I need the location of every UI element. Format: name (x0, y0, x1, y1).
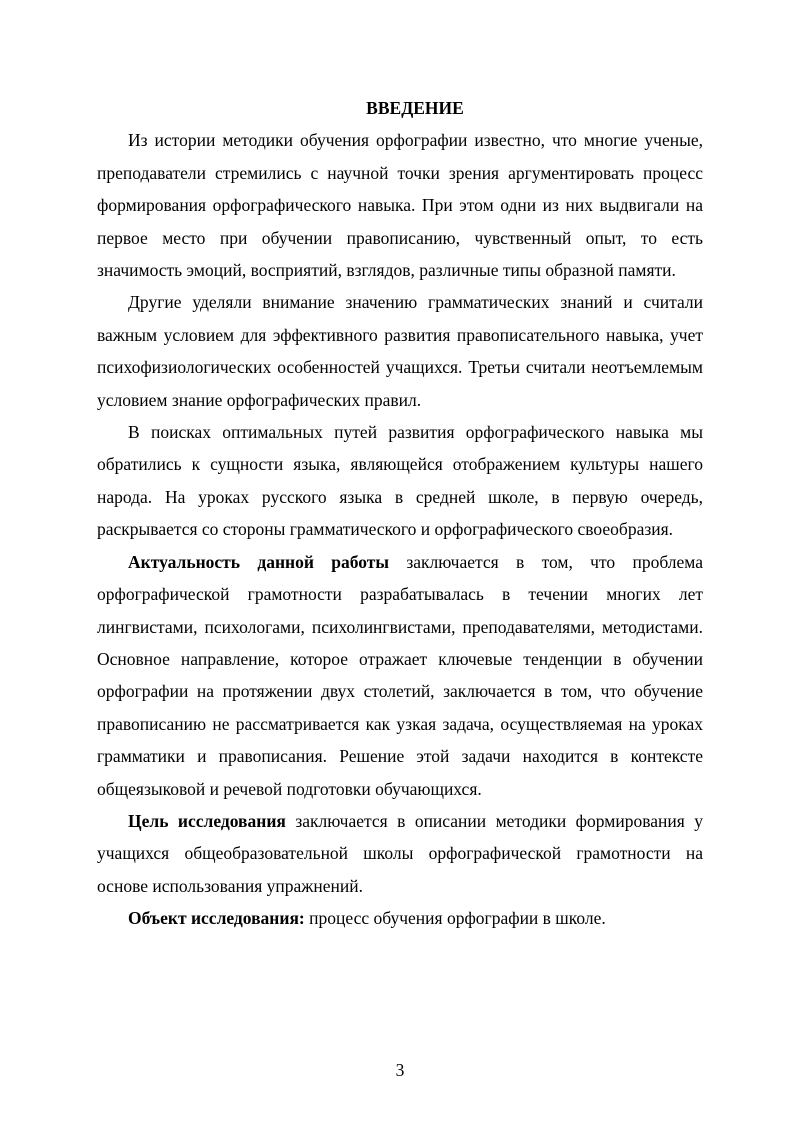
paragraph-lead-object: Объект исследования: (128, 908, 305, 929)
page-number: 3 (395, 1060, 405, 1080)
paragraph-lead-goal: Цель исследования (128, 810, 286, 831)
paragraph-text: заключается в описании методики формирования у учащихся общеобразовательной школы орфографической грамотности на основе использования упражнений. (97, 810, 703, 896)
paragraph-history (97, 124, 703, 286)
paragraph-search (97, 416, 703, 546)
paragraph-text: Из истории методики обучения орфографии известно, что многие ученые, преподаватели стремились с научной точки зрения аргументировать процесс формирования орфографического навыка. При этом одни из них выдвигали на первое место при обучении правописанию, чувственный опыт, то есть значимость эмоций, восприятий, взглядов, различные типы образной памяти. (97, 130, 703, 281)
paragraph-others (97, 286, 703, 416)
paragraph-object (97, 902, 703, 934)
paragraph-goal (97, 805, 703, 902)
paragraph-text: процесс обучения орфографии в школе. (304, 908, 606, 929)
paragraph-lead-relevance: Актуальность данной работы (128, 551, 390, 572)
paragraph-text: Другие уделяли внимание значению грамматических знаний и считали важным условием для эффективного развития правописательного навыка, учет психофизиологических особенностей учащихся. Третьи считали неотъемлемым условием знание орфографических правил. (97, 292, 703, 410)
page-content (97, 92, 703, 935)
paragraph-text: В поисках оптимальных путей развития орфографического навыка мы обратились к сущности языка, являющейся отображением культуры нашего народа. На уроках русского языка в средней школе, в первую очередь, раскрывается со стороны грамматического и орфографического своеобразия. (97, 422, 703, 540)
paragraph-text: заключается в том, что проблема орфографической грамотности разрабатывалась в течении многих лет лингвистами, психологами, психолингвистами, преподавателями, методистами. Основное направление, которое отражает ключевые тенденции в обучении орфографии на протяжении двух столетий, заключается в том, что обучение правописанию не рассматривается как узкая задача, осуществляемая на уроках грамматики и правописания. Решение этой задачи находится в контексте общеязыковой и речевой подготовки обучающихся. (97, 551, 704, 799)
paragraph-relevance (97, 546, 703, 805)
section-title: ВВЕДЕНИЕ (366, 98, 464, 118)
